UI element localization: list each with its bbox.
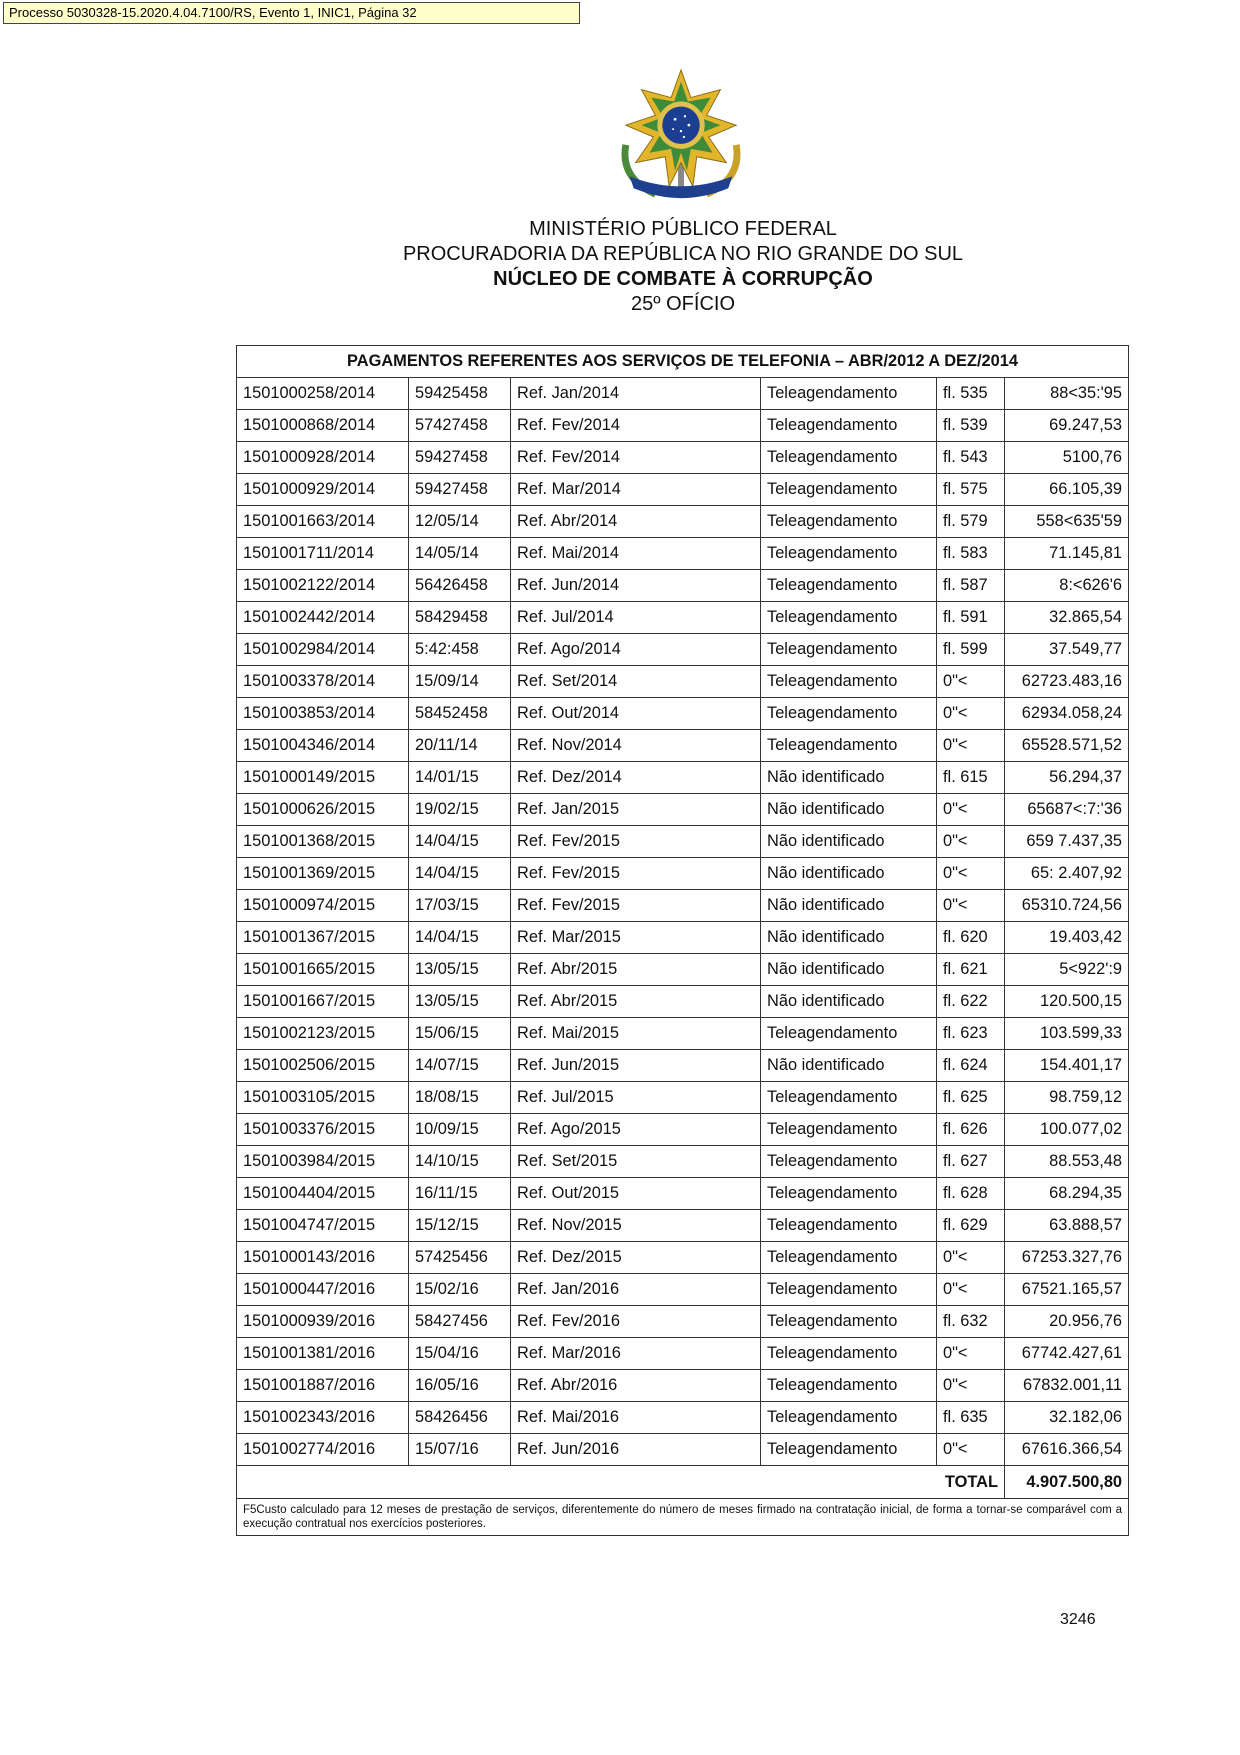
cell-amount: 65528.571,52 xyxy=(1005,730,1129,762)
cell-service: Teleagendamento xyxy=(761,634,937,666)
cell-service: Teleagendamento xyxy=(761,698,937,730)
cell-service: Teleagendamento xyxy=(761,410,937,442)
cell-reference: Ref. Mar/2016 xyxy=(511,1338,761,1370)
cell-doc-number: 1501001367/2015 xyxy=(237,922,409,954)
cell-doc-number: 1501000626/2015 xyxy=(237,794,409,826)
cell-amount: 56.294,37 xyxy=(1005,762,1129,794)
table-row xyxy=(237,1114,1129,1146)
cell-page-ref: 0"< xyxy=(937,794,1005,826)
cell-date: 14/04/15 xyxy=(409,922,511,954)
cell-date: 15/12/15 xyxy=(409,1210,511,1242)
cell-date: 14/10/15 xyxy=(409,1146,511,1178)
table-row xyxy=(237,794,1129,826)
cell-service: Não identificado xyxy=(761,794,937,826)
cell-page-ref: fl. 623 xyxy=(937,1018,1005,1050)
cell-date: 59427458 xyxy=(409,442,511,474)
cell-reference: Ref. Jun/2016 xyxy=(511,1434,761,1466)
cell-doc-number: 1501004404/2015 xyxy=(237,1178,409,1210)
cell-amount: 62934.058,24 xyxy=(1005,698,1129,730)
cell-amount: 98.759,12 xyxy=(1005,1082,1129,1114)
national-coat-of-arms-emblem xyxy=(612,68,750,206)
cell-doc-number: 1501004747/2015 xyxy=(237,1210,409,1242)
cell-amount: 65310.724,56 xyxy=(1005,890,1129,922)
cell-reference: Ref. Fev/2015 xyxy=(511,826,761,858)
cell-date: 10/09/15 xyxy=(409,1114,511,1146)
cell-service: Teleagendamento xyxy=(761,1242,937,1274)
cell-amount: 69.247,53 xyxy=(1005,410,1129,442)
document-header xyxy=(0,217,1240,317)
table-row xyxy=(237,634,1129,666)
table-row xyxy=(237,570,1129,602)
table-row xyxy=(237,378,1129,410)
cell-doc-number: 1501001711/2014 xyxy=(237,538,409,570)
cell-page-ref: fl. 579 xyxy=(937,506,1005,538)
cell-date: 14/04/15 xyxy=(409,858,511,890)
cell-amount: 154.401,17 xyxy=(1005,1050,1129,1082)
total-value: 4.907.500,80 xyxy=(1005,1466,1129,1499)
cell-service: Teleagendamento xyxy=(761,1434,937,1466)
cell-amount: 5100,76 xyxy=(1005,442,1129,474)
cell-reference: Ref. Set/2015 xyxy=(511,1146,761,1178)
cell-page-ref: fl. 620 xyxy=(937,922,1005,954)
cell-amount: 88.553,48 xyxy=(1005,1146,1129,1178)
cell-date: 16/05/16 xyxy=(409,1370,511,1402)
table-row xyxy=(237,442,1129,474)
cell-doc-number: 1501003984/2015 xyxy=(237,1146,409,1178)
cell-reference: Ref. Abr/2016 xyxy=(511,1370,761,1402)
cell-amount: 71.145,81 xyxy=(1005,538,1129,570)
cell-reference: Ref. Fev/2015 xyxy=(511,890,761,922)
cell-page-ref: 0"< xyxy=(937,730,1005,762)
table-row xyxy=(237,666,1129,698)
cell-page-ref: fl. 625 xyxy=(937,1082,1005,1114)
cell-doc-number: 1501001381/2016 xyxy=(237,1338,409,1370)
process-stamp: Processo 5030328-15.2020.4.04.7100/RS, Evento 1, INIC1, Página 32 xyxy=(3,2,580,24)
cell-doc-number: 1501000868/2014 xyxy=(237,410,409,442)
cell-amount: 62723.483,16 xyxy=(1005,666,1129,698)
cell-doc-number: 1501002442/2014 xyxy=(237,602,409,634)
cell-service: Teleagendamento xyxy=(761,1370,937,1402)
cell-service: Teleagendamento xyxy=(761,1146,937,1178)
table-row xyxy=(237,1210,1129,1242)
table-row xyxy=(237,1146,1129,1178)
cell-service: Não identificado xyxy=(761,762,937,794)
cell-page-ref: fl. 626 xyxy=(937,1114,1005,1146)
cell-reference: Ref. Jun/2014 xyxy=(511,570,761,602)
cell-doc-number: 1501003376/2015 xyxy=(237,1114,409,1146)
cell-page-ref: fl. 599 xyxy=(937,634,1005,666)
cell-service: Teleagendamento xyxy=(761,506,937,538)
header-procuradoria: PROCURADORIA DA REPÚBLICA NO RIO GRANDE DO SUL xyxy=(402,243,964,265)
table-row xyxy=(237,954,1129,986)
cell-date: 15/02/16 xyxy=(409,1274,511,1306)
cell-page-ref: fl. 635 xyxy=(937,1402,1005,1434)
cell-page-ref: 0"< xyxy=(937,666,1005,698)
cell-date: 58429458 xyxy=(409,602,511,634)
header-nucleo: NÚCLEO DE COMBATE À CORRUPÇÃO xyxy=(493,268,873,290)
cell-date: 58452458 xyxy=(409,698,511,730)
cell-reference: Ref. Out/2014 xyxy=(511,698,761,730)
cell-amount: 19.403,42 xyxy=(1005,922,1129,954)
table-body xyxy=(237,378,1129,1466)
cell-reference: Ref. Fev/2014 xyxy=(511,410,761,442)
cell-date: 58426456 xyxy=(409,1402,511,1434)
table-row xyxy=(237,506,1129,538)
cell-reference: Ref. Out/2015 xyxy=(511,1178,761,1210)
cell-amount: 120.500,15 xyxy=(1005,986,1129,1018)
cell-reference: Ref. Set/2014 xyxy=(511,666,761,698)
cell-service: Teleagendamento xyxy=(761,1114,937,1146)
cell-date: 15/07/16 xyxy=(409,1434,511,1466)
cell-doc-number: 1501000143/2016 xyxy=(237,1242,409,1274)
cell-date: 5:42:458 xyxy=(409,634,511,666)
cell-reference: Ref. Fev/2014 xyxy=(511,442,761,474)
table-row xyxy=(237,1082,1129,1114)
cell-doc-number: 1501002343/2016 xyxy=(237,1402,409,1434)
cell-doc-number: 1501001663/2014 xyxy=(237,506,409,538)
cell-amount: 67253.327,76 xyxy=(1005,1242,1129,1274)
cell-date: 15/04/16 xyxy=(409,1338,511,1370)
cell-service: Teleagendamento xyxy=(761,1338,937,1370)
cell-date: 20/11/14 xyxy=(409,730,511,762)
cell-date: 57425456 xyxy=(409,1242,511,1274)
cell-date: 14/04/15 xyxy=(409,826,511,858)
cell-reference: Ref. Abr/2015 xyxy=(511,954,761,986)
cell-service: Teleagendamento xyxy=(761,538,937,570)
cell-service: Teleagendamento xyxy=(761,570,937,602)
table-row xyxy=(237,1274,1129,1306)
cell-date: 13/05/15 xyxy=(409,954,511,986)
cell-service: Teleagendamento xyxy=(761,378,937,410)
cell-doc-number: 1501000939/2016 xyxy=(237,1306,409,1338)
table-row xyxy=(237,922,1129,954)
cell-date: 13/05/15 xyxy=(409,986,511,1018)
cell-reference: Ref. Jul/2015 xyxy=(511,1082,761,1114)
cell-doc-number: 1501000447/2016 xyxy=(237,1274,409,1306)
cell-page-ref: 0"< xyxy=(937,1274,1005,1306)
cell-service: Não identificado xyxy=(761,954,937,986)
header-ministry: MINISTÉRIO PÚBLICO FEDERAL xyxy=(529,218,837,240)
cell-amount: 68.294,35 xyxy=(1005,1178,1129,1210)
cell-reference: Ref. Dez/2015 xyxy=(511,1242,761,1274)
cell-date: 15/06/15 xyxy=(409,1018,511,1050)
cell-service: Teleagendamento xyxy=(761,602,937,634)
cell-amount: 63.888,57 xyxy=(1005,1210,1129,1242)
cell-reference: Ref. Jan/2015 xyxy=(511,794,761,826)
cell-amount: 88<35:'95 xyxy=(1005,378,1129,410)
cell-reference: Ref. Nov/2015 xyxy=(511,1210,761,1242)
total-label: TOTAL xyxy=(937,1466,1005,1499)
cell-service: Não identificado xyxy=(761,826,937,858)
cell-service: Teleagendamento xyxy=(761,442,937,474)
cell-service: Teleagendamento xyxy=(761,1402,937,1434)
cell-amount: 67832.001,11 xyxy=(1005,1370,1129,1402)
cell-amount: 5<922':9 xyxy=(1005,954,1129,986)
cell-service: Não identificado xyxy=(761,986,937,1018)
table-row xyxy=(237,1434,1129,1466)
table-row xyxy=(237,1338,1129,1370)
cell-doc-number: 1501001368/2015 xyxy=(237,826,409,858)
table-row xyxy=(237,1306,1129,1338)
table-row xyxy=(237,762,1129,794)
table-row xyxy=(237,858,1129,890)
cell-reference: Ref. Jul/2014 xyxy=(511,602,761,634)
cell-reference: Ref. Ago/2014 xyxy=(511,634,761,666)
table-row xyxy=(237,1242,1129,1274)
payments-table xyxy=(236,345,1129,1536)
cell-doc-number: 1501002506/2015 xyxy=(237,1050,409,1082)
cell-page-ref: 0"< xyxy=(937,698,1005,730)
cell-date: 58427456 xyxy=(409,1306,511,1338)
cell-service: Não identificado xyxy=(761,890,937,922)
table-row xyxy=(237,1178,1129,1210)
cell-reference: Ref. Mai/2015 xyxy=(511,1018,761,1050)
cell-service: Teleagendamento xyxy=(761,730,937,762)
cell-reference: Ref. Abr/2014 xyxy=(511,506,761,538)
cell-service: Teleagendamento xyxy=(761,1082,937,1114)
cell-page-ref: fl. 575 xyxy=(937,474,1005,506)
table-row xyxy=(237,474,1129,506)
cell-amount: 558<635'59 xyxy=(1005,506,1129,538)
cell-amount: 37.549,77 xyxy=(1005,634,1129,666)
cell-amount: 67616.366,54 xyxy=(1005,1434,1129,1466)
cell-amount: 20.956,76 xyxy=(1005,1306,1129,1338)
cell-reference: Ref. Fev/2016 xyxy=(511,1306,761,1338)
cell-doc-number: 1501000149/2015 xyxy=(237,762,409,794)
cell-doc-number: 1501000928/2014 xyxy=(237,442,409,474)
cell-amount: 103.599,33 xyxy=(1005,1018,1129,1050)
cell-page-ref: fl. 535 xyxy=(937,378,1005,410)
cell-reference: Ref. Fev/2015 xyxy=(511,858,761,890)
table-row xyxy=(237,890,1129,922)
cell-service: Teleagendamento xyxy=(761,1178,937,1210)
cell-doc-number: 1501000258/2014 xyxy=(237,378,409,410)
cell-amount: 32.865,54 xyxy=(1005,602,1129,634)
table-row xyxy=(237,698,1129,730)
table-row xyxy=(237,602,1129,634)
cell-page-ref: fl. 628 xyxy=(937,1178,1005,1210)
cell-service: Teleagendamento xyxy=(761,1274,937,1306)
cell-service: Teleagendamento xyxy=(761,1210,937,1242)
page-number: 3246 xyxy=(1060,1611,1096,1628)
cell-date: 19/02/15 xyxy=(409,794,511,826)
cell-date: 57427458 xyxy=(409,410,511,442)
cell-reference: Ref. Nov/2014 xyxy=(511,730,761,762)
cell-doc-number: 1501004346/2014 xyxy=(237,730,409,762)
cell-page-ref: 0"< xyxy=(937,1370,1005,1402)
table-row xyxy=(237,1402,1129,1434)
cell-page-ref: fl. 622 xyxy=(937,986,1005,1018)
table-row xyxy=(237,1370,1129,1402)
table-footnote: F5Custo calculado para 12 meses de prestação de serviços, diferentemente do número de meses firmado na contratação inicial, de forma a tornar-se comparável com a execução contratual nos exercícios posteriores. xyxy=(237,1499,1129,1536)
cell-date: 59427458 xyxy=(409,474,511,506)
cell-page-ref: 0"< xyxy=(937,1242,1005,1274)
cell-amount: 67742.427,61 xyxy=(1005,1338,1129,1370)
cell-page-ref: 0"< xyxy=(937,1338,1005,1370)
table-row xyxy=(237,1018,1129,1050)
cell-date: 56426458 xyxy=(409,570,511,602)
cell-page-ref: fl. 539 xyxy=(937,410,1005,442)
cell-doc-number: 1501001887/2016 xyxy=(237,1370,409,1402)
cell-doc-number: 1501002122/2014 xyxy=(237,570,409,602)
cell-page-ref: fl. 615 xyxy=(937,762,1005,794)
cell-doc-number: 1501003378/2014 xyxy=(237,666,409,698)
cell-doc-number: 1501002123/2015 xyxy=(237,1018,409,1050)
cell-amount: 8:<626'6 xyxy=(1005,570,1129,602)
cell-date: 16/11/15 xyxy=(409,1178,511,1210)
cell-amount: 100.077,02 xyxy=(1005,1114,1129,1146)
cell-amount: 66.105,39 xyxy=(1005,474,1129,506)
table-row xyxy=(237,826,1129,858)
cell-page-ref: fl. 627 xyxy=(937,1146,1005,1178)
table-row xyxy=(237,538,1129,570)
cell-doc-number: 1501003105/2015 xyxy=(237,1082,409,1114)
cell-doc-number: 1501001665/2015 xyxy=(237,954,409,986)
cell-page-ref: 0"< xyxy=(937,858,1005,890)
cell-doc-number: 1501000929/2014 xyxy=(237,474,409,506)
cell-service: Não identificado xyxy=(761,858,937,890)
table-title: PAGAMENTOS REFERENTES AOS SERVIÇOS DE TELEFONIA – ABR/2012 A DEZ/2014 xyxy=(237,346,1129,378)
cell-reference: Ref. Jan/2016 xyxy=(511,1274,761,1306)
cell-service: Não identificado xyxy=(761,1050,937,1082)
cell-reference: Ref. Mai/2014 xyxy=(511,538,761,570)
cell-reference: Ref. Mai/2016 xyxy=(511,1402,761,1434)
cell-page-ref: 0"< xyxy=(937,826,1005,858)
table-row xyxy=(237,1050,1129,1082)
cell-amount: 65687<:7:'36 xyxy=(1005,794,1129,826)
cell-doc-number: 1501001369/2015 xyxy=(237,858,409,890)
cell-doc-number: 1501002984/2014 xyxy=(237,634,409,666)
cell-doc-number: 1501002774/2016 xyxy=(237,1434,409,1466)
cell-doc-number: 1501000974/2015 xyxy=(237,890,409,922)
cell-doc-number: 1501003853/2014 xyxy=(237,698,409,730)
cell-service: Teleagendamento xyxy=(761,1306,937,1338)
cell-reference: Ref. Abr/2015 xyxy=(511,986,761,1018)
cell-service: Não identificado xyxy=(761,922,937,954)
cell-date: 18/08/15 xyxy=(409,1082,511,1114)
cell-page-ref: fl. 543 xyxy=(937,442,1005,474)
cell-service: Teleagendamento xyxy=(761,1018,937,1050)
cell-amount: 659 7.437,35 xyxy=(1005,826,1129,858)
cell-page-ref: 0"< xyxy=(937,890,1005,922)
table-row xyxy=(237,410,1129,442)
cell-date: 12/05/14 xyxy=(409,506,511,538)
cell-reference: Ref. Dez/2014 xyxy=(511,762,761,794)
cell-date: 14/01/15 xyxy=(409,762,511,794)
header-oficio: 25º OFÍCIO xyxy=(631,293,735,315)
cell-reference: Ref. Mar/2014 xyxy=(511,474,761,506)
cell-date: 14/07/15 xyxy=(409,1050,511,1082)
cell-reference: Ref. Ago/2015 xyxy=(511,1114,761,1146)
cell-reference: Ref. Mar/2015 xyxy=(511,922,761,954)
cell-reference: Ref. Jan/2014 xyxy=(511,378,761,410)
cell-date: 14/05/14 xyxy=(409,538,511,570)
cell-page-ref: fl. 629 xyxy=(937,1210,1005,1242)
cell-reference: Ref. Jun/2015 xyxy=(511,1050,761,1082)
cell-page-ref: fl. 591 xyxy=(937,602,1005,634)
table-row xyxy=(237,730,1129,762)
cell-page-ref: fl. 621 xyxy=(937,954,1005,986)
cell-service: Teleagendamento xyxy=(761,666,937,698)
cell-date: 17/03/15 xyxy=(409,890,511,922)
cell-doc-number: 1501001667/2015 xyxy=(237,986,409,1018)
cell-service: Teleagendamento xyxy=(761,474,937,506)
cell-page-ref: fl. 587 xyxy=(937,570,1005,602)
cell-page-ref: fl. 632 xyxy=(937,1306,1005,1338)
cell-date: 59425458 xyxy=(409,378,511,410)
cell-amount: 65: 2.407,92 xyxy=(1005,858,1129,890)
total-spacer xyxy=(237,1466,937,1499)
cell-amount: 32.182,06 xyxy=(1005,1402,1129,1434)
cell-page-ref: 0"< xyxy=(937,1434,1005,1466)
cell-page-ref: fl. 624 xyxy=(937,1050,1005,1082)
cell-amount: 67521.165,57 xyxy=(1005,1274,1129,1306)
cell-date: 15/09/14 xyxy=(409,666,511,698)
table-row xyxy=(237,986,1129,1018)
cell-page-ref: fl. 583 xyxy=(937,538,1005,570)
